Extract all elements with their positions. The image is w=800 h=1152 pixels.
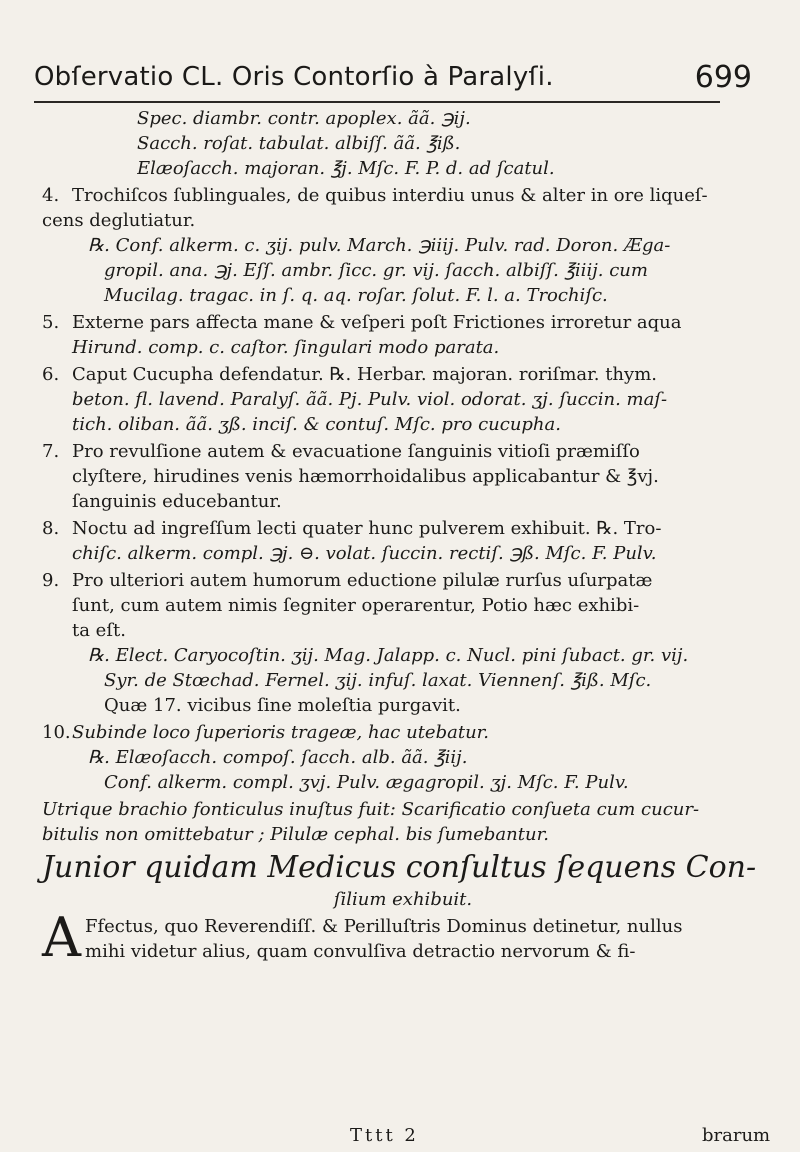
prescription-line: Elæoſacch. majoran. ℥j. Mſc. F. P. d. ad ſcatul. (137, 158, 555, 179)
item-text: Noctu ad ingreſſum lecti quater hunc pulverem exhibuit. ℞. Tro- (72, 518, 662, 539)
item-number: 6. (42, 364, 60, 385)
item-9 (42, 568, 764, 718)
item-text: Quæ 17. vicibus ſine moleſtia purgavit. (104, 695, 461, 716)
heading-line: Junior quidam Medicus conſultus ſequens Con- (42, 850, 757, 885)
running-header (34, 62, 752, 102)
prescription-line: gropil. ana. ℈j. Eſſ. ambr. ſicc. gr. vij. ſacch. albiſſ. ℥iiij. cum (104, 260, 648, 281)
signature-mark: Tttt 2 (350, 1125, 419, 1146)
item-6 (42, 362, 764, 437)
item-number: 7. (42, 441, 60, 462)
prescription-line: ℞. Conf. alkerm. c. ʒij. pulv. March. ℈iiij. Pulv. rad. Doron. Æga- (88, 235, 671, 256)
item-text: ſunt, cum autem nimis ſegniter operarentur, Potio hæc exhibi- (72, 595, 640, 616)
item-number: 8. (42, 518, 60, 539)
item-text: beton. fl. lavend. Paralyſ. ãã. Pj. Pulv. viol. odorat. ʒj. ſuccin. maſ- (72, 389, 668, 410)
item-text: Trochiſcos ſublinguales, de quibus interdiu unus & alter in ore liqueſ- (72, 185, 708, 206)
item-text: clyſtere, hirudines venis hæmorrhoidalibus applicabantur & ℥vj. (72, 466, 659, 487)
item-text: Pro revulſione autem & evacuatione ſanguinis vitioſi præmiſſo (72, 441, 640, 462)
item-text: Hirund. comp. c. caſtor. ſingulari modo parata. (72, 337, 500, 358)
prescription-line: Syr. de Stœchad. Fernel. ʒij. infuſ. laxat. Viennenſ. ℥iß. Mſc. (104, 670, 652, 691)
closing-paragraph (42, 797, 764, 847)
paragraph-line: Ffectus, quo Reverendiſſ. & Perilluſtris Dominus detinetur, nullus (85, 916, 683, 937)
item-number: 10. (42, 722, 71, 743)
item-text: Subinde loco ſuperioris trageæ, hac utebatur. (72, 722, 490, 743)
item-text: cens deglutiatur. (42, 210, 196, 231)
paragraph-line: mihi videtur alius, quam convulſiva detractio nervorum & fi- (85, 941, 636, 962)
closing-line: Utrique brachio fonticulus inuſtus fuit: Scarificatio conſueta cum cucur- (42, 799, 700, 820)
consilium-heading (42, 849, 764, 912)
header-rule (34, 101, 720, 103)
item-text: Externe pars affecta mane & veſperi poſt Frictiones irroretur aqua (72, 312, 682, 333)
item-number: 4. (42, 185, 60, 206)
drop-cap: A (42, 906, 81, 969)
catchword: brarum (702, 1125, 771, 1146)
item-text: tich. oliban. ãã. ʒß. inciſ. & contuſ. Mſc. pro cucupha. (72, 414, 561, 435)
item-text: Pro ulteriori autem humorum eductione pilulæ rurſus uſurpatæ (72, 570, 653, 591)
prescription-line: Conf. alkerm. compl. ʒvj. Pulv. ægagropil. ʒj. Mſc. F. Pulv. (104, 772, 629, 793)
item-text: Caput Cucupha defendatur. ℞. Herbar. majoran. roriſmar. thym. (72, 364, 657, 385)
item-text: chiſc. alkerm. compl. ℈j. ⊖. volat. ſuccin. rectiſ. ℈ß. Mſc. F. Pulv. (72, 543, 657, 564)
prescription-line: ℞. Elect. Caryocoſtin. ʒij. Mag. Jalapp. c. Nucl. pini ſubact. gr. vij. (88, 645, 689, 666)
item-number: 5. (42, 312, 60, 333)
item-text: ta eſt. (72, 620, 126, 641)
heading-subline: ſilium exhibuit. (333, 889, 473, 910)
prescription-line: ℞. Elæoſacch. compoſ. ſacch. alb. ãã. ℥iij. (88, 747, 468, 768)
prescription-line: Sacch. roſat. tabulat. albiſſ. ãã. ℥iß. (137, 133, 461, 154)
page-body (42, 106, 764, 969)
running-title: Obſervatio CL. Oris Contorſio à Paralyſi. (34, 62, 554, 92)
item-7 (42, 439, 764, 514)
item-10 (42, 720, 764, 795)
prescription-line: Mucilag. tragac. in ſ. q. aq. roſar. ſolut. F. l. a. Trochiſc. (104, 285, 608, 306)
item-8 (42, 516, 764, 566)
item-4 (42, 183, 764, 308)
item-number: 9. (42, 570, 60, 591)
item-5 (42, 310, 764, 360)
page-number: 699 (694, 60, 752, 95)
prescription-line: Spec. diambr. contr. apoplex. ãã. ℈ij. (137, 108, 471, 129)
closing-line: bitulis non omittebatur ; Pilulæ cephal. bis ſumebantur. (42, 824, 549, 845)
item-text: ſanguinis educebantur. (72, 491, 282, 512)
final-paragraph (42, 906, 764, 969)
